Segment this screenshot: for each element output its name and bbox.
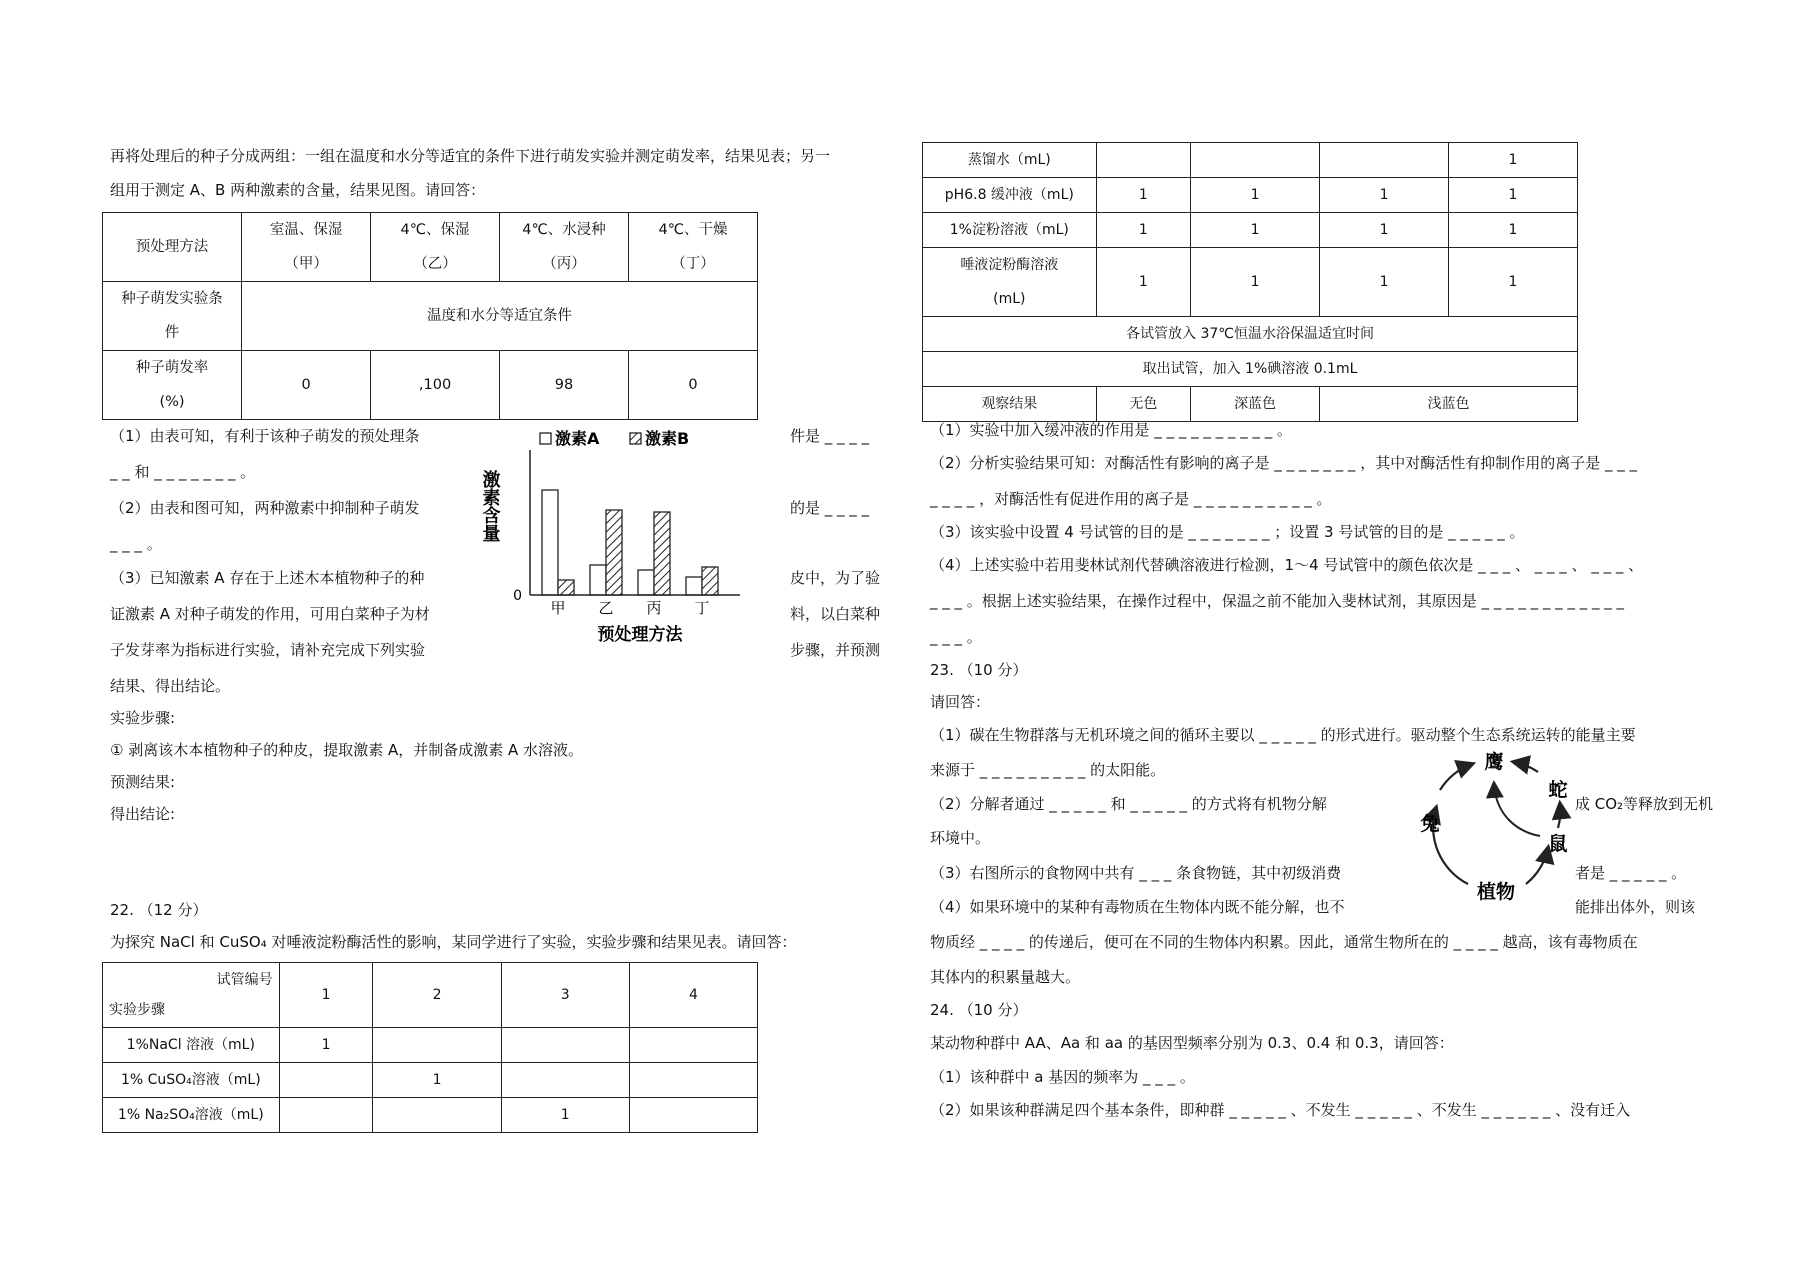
- bar-hormone-b: [606, 510, 622, 595]
- q23-intro: 请回答：: [930, 693, 991, 711]
- node-snake: 蛇: [1548, 779, 1568, 801]
- bar-hormone-b: [558, 580, 574, 595]
- tube-col: 2: [373, 963, 501, 1028]
- arrow-rabbit-eagle: [1440, 764, 1472, 790]
- cell: 1: [501, 1098, 629, 1133]
- b2-line-c: 环境中。: [930, 829, 991, 847]
- conclude-label: 得出结论:: [110, 805, 176, 823]
- x-axis-label: 预处理方法: [597, 625, 683, 645]
- row-condition-value: 温度和水分等适宜条件: [242, 282, 758, 351]
- header-col2: 4℃、保湿 （乙）: [371, 213, 500, 282]
- header-col1: 室温、保湿 （甲）: [242, 213, 371, 282]
- cell: 1: [1320, 248, 1449, 317]
- cell: 1: [1096, 213, 1190, 248]
- header-col4: 4℃、干燥 （丁）: [629, 213, 758, 282]
- b2-line-a: （2）分解者通过 _ _ _ _ _ 和 _ _ _ _ _ 的方式将有机物分解: [930, 795, 1327, 813]
- node-plant: 植物: [1476, 881, 1516, 903]
- tube-col: 3: [501, 963, 629, 1028]
- q3-line-d: 料，以白菜种: [790, 605, 881, 623]
- cell: 1: [1449, 248, 1578, 317]
- chart-legend: [540, 430, 689, 448]
- x-tick-label: 丁: [694, 599, 710, 617]
- row-water: 蒸馏水（mL): [923, 143, 1097, 178]
- c2: （2）如果该种群满足四个基本条件，即种群 _ _ _ _ _ 、不发生 _ _ _ _ _ 、不发生 _ _ _ _ _ _ 、没有迁入: [930, 1101, 1631, 1119]
- b3-line-a: （3）右图所示的食物网中共有 _ _ _ 条食物链，其中初级消费: [930, 864, 1342, 882]
- cell: 1: [1191, 178, 1320, 213]
- hormone-bar-chart: [470, 430, 770, 650]
- node-eagle: 鹰: [1484, 751, 1504, 773]
- enzyme-table-part1: [102, 962, 758, 1133]
- q24-intro: 某动物种群中 AA、Aa 和 aa 的基因型频率分别为 0.3、0.4 和 0.3，请回答：: [930, 1034, 1454, 1052]
- a3: （3）该实验中设置 4 号试管的目的是 _ _ _ _ _ _ _ ；设置 3 号试管的目的是 _ _ _ _ _ 。: [930, 523, 1525, 541]
- obs-cell: 无色: [1096, 387, 1190, 422]
- cell: 1: [1096, 248, 1190, 317]
- a4-line-b: _ _ _ 。根据上述实验结果，在操作过程中，保温之前不能加入斐林试剂，其原因是 _ _ _ _ _ _ _ _ _ _ _ _: [930, 592, 1625, 610]
- q2-line-c: _ _ _ 。: [110, 535, 162, 553]
- diag-header: 试管编号 实验步骤: [103, 963, 280, 1028]
- row-starch: 1%淀粉溶液（mL): [923, 213, 1097, 248]
- bar-hormone-a: [686, 577, 702, 595]
- b3-line-b: 者是 _ _ _ _ _ 。: [1575, 864, 1687, 882]
- q1-line-a: （1）由表可知，有利于该种子萌发的预处理条: [110, 427, 420, 445]
- row-amylase: 唾液淀粉酶溶液 (mL): [923, 248, 1097, 317]
- row-observation: 观察结果: [923, 387, 1097, 422]
- q2-line-a: （2）由表和图可知，两种激素中抑制种子萌发: [110, 499, 420, 517]
- q1-line-b: 件是 _ _ _ _: [790, 427, 870, 445]
- intro-line-1: 再将处理后的种子分成两组：一组在温度和水分等适宜的条件下进行萌发实验并测定萌发率，结果见表；另一: [110, 147, 831, 165]
- row-nacl: 1%NaCl 溶液（mL): [103, 1028, 280, 1063]
- a1: （1）实验中加入缓冲液的作用是 _ _ _ _ _ _ _ _ _ _ 。: [930, 421, 1292, 439]
- row-cuso4: 1% CuSO₄溶液（mL): [103, 1063, 280, 1098]
- arrow-mouse-eagle: [1494, 784, 1540, 836]
- row-na2so4: 1% Na₂SO₄溶液（mL): [103, 1098, 280, 1133]
- b4-line-a: （4）如果环境中的某种有毒物质在生物体内既不能分解，也不: [930, 898, 1345, 916]
- rate-cell: 98: [500, 351, 629, 420]
- b1-line-a: （1）碳在生物群落与无机环境之间的循环主要以 _ _ _ _ _ 的形式进行。驱动整个生态系统运转的能量主要: [930, 726, 1636, 744]
- arrow-plant-mouse: [1526, 848, 1548, 884]
- c1: （1）该种群中 a 基因的频率为 _ _ _ 。: [930, 1068, 1195, 1086]
- rate-cell: 0: [629, 351, 758, 420]
- cell: 1: [1449, 178, 1578, 213]
- q24-title: 24. （10 分）: [930, 1001, 1028, 1019]
- b4-line-b: 能排出体外，则该: [1575, 898, 1696, 916]
- obs-cell: 深蓝色: [1191, 387, 1320, 422]
- intro-line-2: 组用于测定 A、B 两种激素的含量，结果见图。请回答：: [110, 181, 486, 199]
- header-method: 预处理方法: [103, 213, 242, 282]
- obs-cell: 浅蓝色: [1320, 387, 1578, 422]
- a4-line-c: _ _ _ 。: [930, 628, 982, 646]
- cell: 1: [373, 1063, 501, 1098]
- x-tick-label: 丙: [646, 599, 662, 617]
- tube-col: 1: [279, 963, 373, 1028]
- cell: 1: [1191, 213, 1320, 248]
- cell: 1: [279, 1028, 373, 1063]
- predict-label: 预测结果:: [110, 773, 176, 791]
- a2-line-a: （2）分析实验结果可知：对酶活性有影响的离子是 _ _ _ _ _ _ _ ，其中对酶活性有抑制作用的离子是 _ _ _: [930, 454, 1637, 472]
- arrow-mouse-snake: [1558, 804, 1560, 828]
- cell: 1: [1320, 213, 1449, 248]
- q3-line-f: 步骤，并预测: [790, 641, 881, 659]
- bar-hormone-a: [590, 565, 606, 595]
- b4-line-d: 其体内的积累量越大。: [930, 968, 1081, 986]
- origin-label: 0: [513, 588, 522, 604]
- cell: 1: [1191, 248, 1320, 317]
- enzyme-table-part2: [922, 142, 1578, 422]
- cell: 1: [1096, 178, 1190, 213]
- merged-step-1: 各试管放入 37℃恒温水浴保温适宜时间: [923, 317, 1578, 352]
- cell: 1: [1320, 178, 1449, 213]
- q3-line-c: 证激素 A 对种子萌发的作用，可用白菜种子为材: [110, 605, 430, 623]
- a2-line-b: _ _ _ _ ，对酶活性有促进作用的离子是 _ _ _ _ _ _ _ _ _ _ 。: [930, 490, 1332, 508]
- bar-hormone-a: [638, 570, 654, 595]
- q1-line-c: _ _ 和 _ _ _ _ _ _ _ 。: [110, 463, 256, 481]
- node-mouse: 鼠: [1548, 833, 1568, 855]
- q3-line-e: 子发芽率为指标进行实验，请补充完成下列实验: [110, 641, 426, 659]
- food-web-diagram: [1408, 748, 1578, 908]
- rate-cell: 0: [242, 351, 371, 420]
- cell: 1: [1449, 213, 1578, 248]
- header-col3: 4℃、水浸种 （丙）: [500, 213, 629, 282]
- legend-label: 激素A: [555, 430, 600, 448]
- a4-line-a: （4）上述实验中若用斐林试剂代替碘溶液进行检测，1～4 号试管中的颜色依次是 _ _ _ 、 _ _ _ 、 _ _ _ 、: [930, 556, 1644, 574]
- bar-hormone-a: [542, 490, 558, 595]
- b2-line-b: 成 CO₂等释放到无机: [1575, 795, 1714, 813]
- cell: 1: [1449, 143, 1578, 178]
- x-tick-label: 甲: [550, 599, 566, 617]
- q22-intro: 为探究 NaCl 和 CuSO₄ 对唾液淀粉酶活性的影响，某同学进行了实验，实验步骤和结果见表。请回答：: [110, 933, 797, 951]
- b1-line-b: 来源于 _ _ _ _ _ _ _ _ _ 的太阳能。: [930, 761, 1166, 779]
- q2-line-b: 的是 _ _ _ _: [790, 499, 870, 517]
- row-rate-label: 种子萌发率 (%): [103, 351, 242, 420]
- q3-line-b: 皮中，为了验: [790, 569, 881, 587]
- row-buffer: pH6.8 缓冲液（mL): [923, 178, 1097, 213]
- steps-label: 实验步骤:: [110, 709, 176, 727]
- node-rabbit: 兔: [1420, 813, 1440, 835]
- rate-cell: ,100: [371, 351, 500, 420]
- legend-swatch: [540, 433, 551, 444]
- bar-hormone-b: [654, 512, 670, 595]
- q23-title: 23. （10 分）: [930, 661, 1028, 679]
- legend-label: 激素B: [645, 430, 690, 448]
- q3-line-a: （3）已知激素 A 存在于上述木本植物种子的种: [110, 569, 425, 587]
- x-tick-label: 乙: [598, 599, 614, 617]
- merged-step-2: 取出试管，加入 1%碘溶液 0.1mL: [923, 352, 1578, 387]
- legend-swatch: [630, 433, 641, 444]
- q3-line-g: 结果、得出结论。: [110, 677, 231, 695]
- step-1: ① 剥离该木本植物种子的种皮，提取激素 A，并制备成激素 A 水溶液。: [110, 741, 584, 759]
- germination-table: [102, 212, 758, 420]
- arrow-snake-eagle: [1514, 762, 1538, 772]
- y-axis-label: 激素含量: [479, 470, 501, 542]
- tube-col: 4: [629, 963, 757, 1028]
- row-condition-label: 种子萌发实验条 件: [103, 282, 242, 351]
- bar-hormone-b: [702, 567, 718, 595]
- q22-title: 22. （12 分）: [110, 901, 208, 919]
- b4-line-c: 物质经 _ _ _ _ 的传递后，便可在不同的生物体内积累。因此，通常生物所在的 _ _ _ _ 越高，该有毒物质在: [930, 933, 1638, 951]
